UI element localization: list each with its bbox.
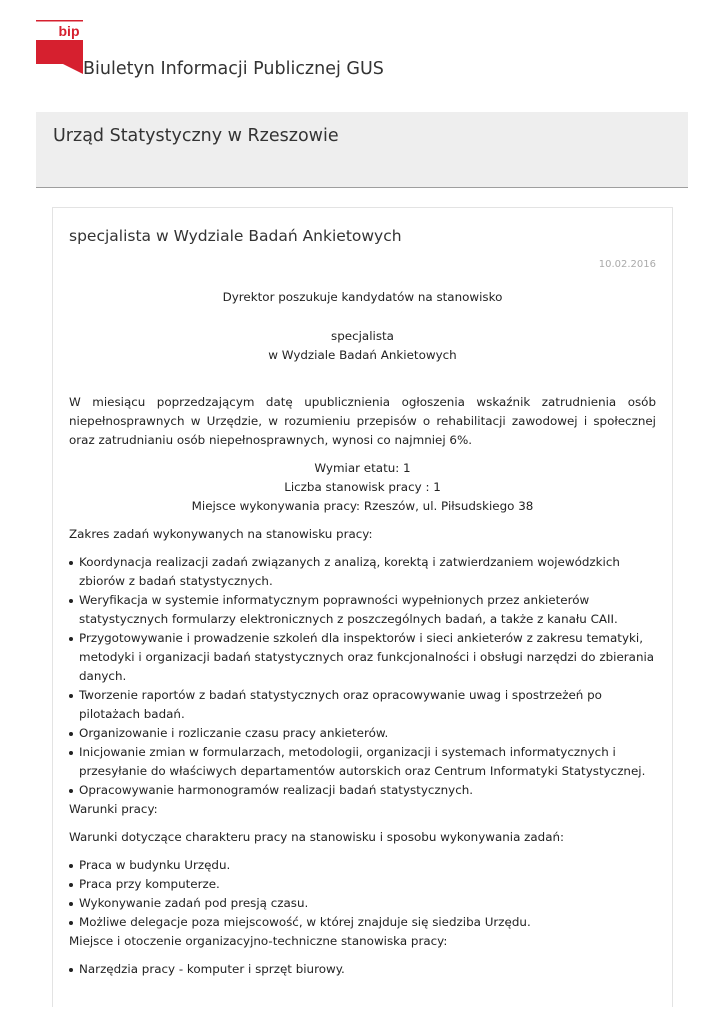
intro-text: Dyrektor poszukuje kandydatów na stanowisko xyxy=(222,290,503,304)
disability-note: W miesiącu poprzedzającym datę upublicznienia ogłoszenia wskaźnik zatrudnienia osób niepełnosprawnych w Urzędzie, w rozumieniu przepisów o rehabilitacji zawodowej i społecznej oraz zatrudnianiu osób niepełnosprawnych, wynosi co najmniej 6%. xyxy=(69,395,656,447)
list-item: Narzędzia pracy - komputer i sprzęt biurowy. xyxy=(69,960,656,979)
list-item: Praca w budynku Urzędu. xyxy=(69,856,656,875)
workplace-text: Miejsce wykonywania pracy: Rzeszów, ul. Piłsudskiego 38 xyxy=(191,499,534,513)
conditions-heading: Warunki pracy: xyxy=(69,802,158,816)
bip-logo-icon xyxy=(36,20,83,74)
list-item: Praca przy komputerze. xyxy=(69,875,656,894)
list-item: Opracowywanie harmonogramów realizacji badań statystycznych. xyxy=(69,781,656,800)
logo-text: bip xyxy=(58,23,80,39)
bip-logo[interactable] xyxy=(36,20,83,74)
list-item: Wykonywanie zadań pod presją czasu. xyxy=(69,894,656,913)
article-date: 10.02.2016 xyxy=(598,259,656,270)
conditions-intro: Warunki dotyczące charakteru pracy na stanowisku i sposobu wykonywania zadań: xyxy=(69,830,565,844)
article-title: specjalista w Wydziale Badań Ankietowych xyxy=(69,227,402,245)
conditions-list xyxy=(69,856,656,932)
site-title[interactable]: Biuletyn Informacji Publicznej GUS xyxy=(83,59,384,79)
office-header xyxy=(36,112,688,188)
position-line-2: w Wydziale Badań Ankietowych xyxy=(268,348,457,362)
list-item: Organizowanie i rozliczanie czasu pracy ankieterów. xyxy=(69,724,656,743)
position-line-1: specjalista xyxy=(331,329,394,343)
duties-heading: Zakres zadań wykonywanych na stanowisku pracy: xyxy=(69,527,373,541)
list-item: Możliwe delegacje poza miejscowość, w której znajduje się siedziba Urzędu. xyxy=(69,913,656,932)
list-item: Weryfikacja w systemie informatycznym poprawności wypełnionych przez ankieterów statystycznych formularzy elektronicznych z poszczególnych badań, a także z kanału CAII. xyxy=(69,591,656,629)
article-body xyxy=(69,288,656,979)
list-item: Koordynacja realizacji zadań związanych z analizą, korektą i zatwierdzaniem wojewódzkich zbiorów z badań statystycznych. xyxy=(69,553,656,591)
environment-heading: Miejsce i otoczenie organizacyjno-techniczne stanowiska pracy: xyxy=(69,934,448,948)
office-name[interactable]: Urząd Statystyczny w Rzeszowie xyxy=(53,126,339,146)
list-item: Tworzenie raportów z badań statystycznych oraz opracowywanie uwag i spostrzeżeń po pilotażach badań. xyxy=(69,686,656,724)
article-card xyxy=(52,207,673,1007)
list-item: Inicjowanie zmian w formularzach, metodologii, organizacji i systemach informatycznych i przesyłanie do właściwych departamentów autorskich oraz Centrum Informatyki Statystycznej. xyxy=(69,743,656,781)
list-item: Przygotowywanie i prowadzenie szkoleń dla inspektorów i sieci ankieterów z zakresu tematyki, metodyki i organizacji badań statystycznych oraz funkcjonalności i obsługi narzędzi do zbierania danych. xyxy=(69,629,656,686)
employment-text: Wymiar etatu: 1 xyxy=(314,461,411,475)
environment-list xyxy=(69,960,656,979)
positions-count-text: Liczba stanowisk pracy : 1 xyxy=(284,480,441,494)
duties-list xyxy=(69,553,656,800)
